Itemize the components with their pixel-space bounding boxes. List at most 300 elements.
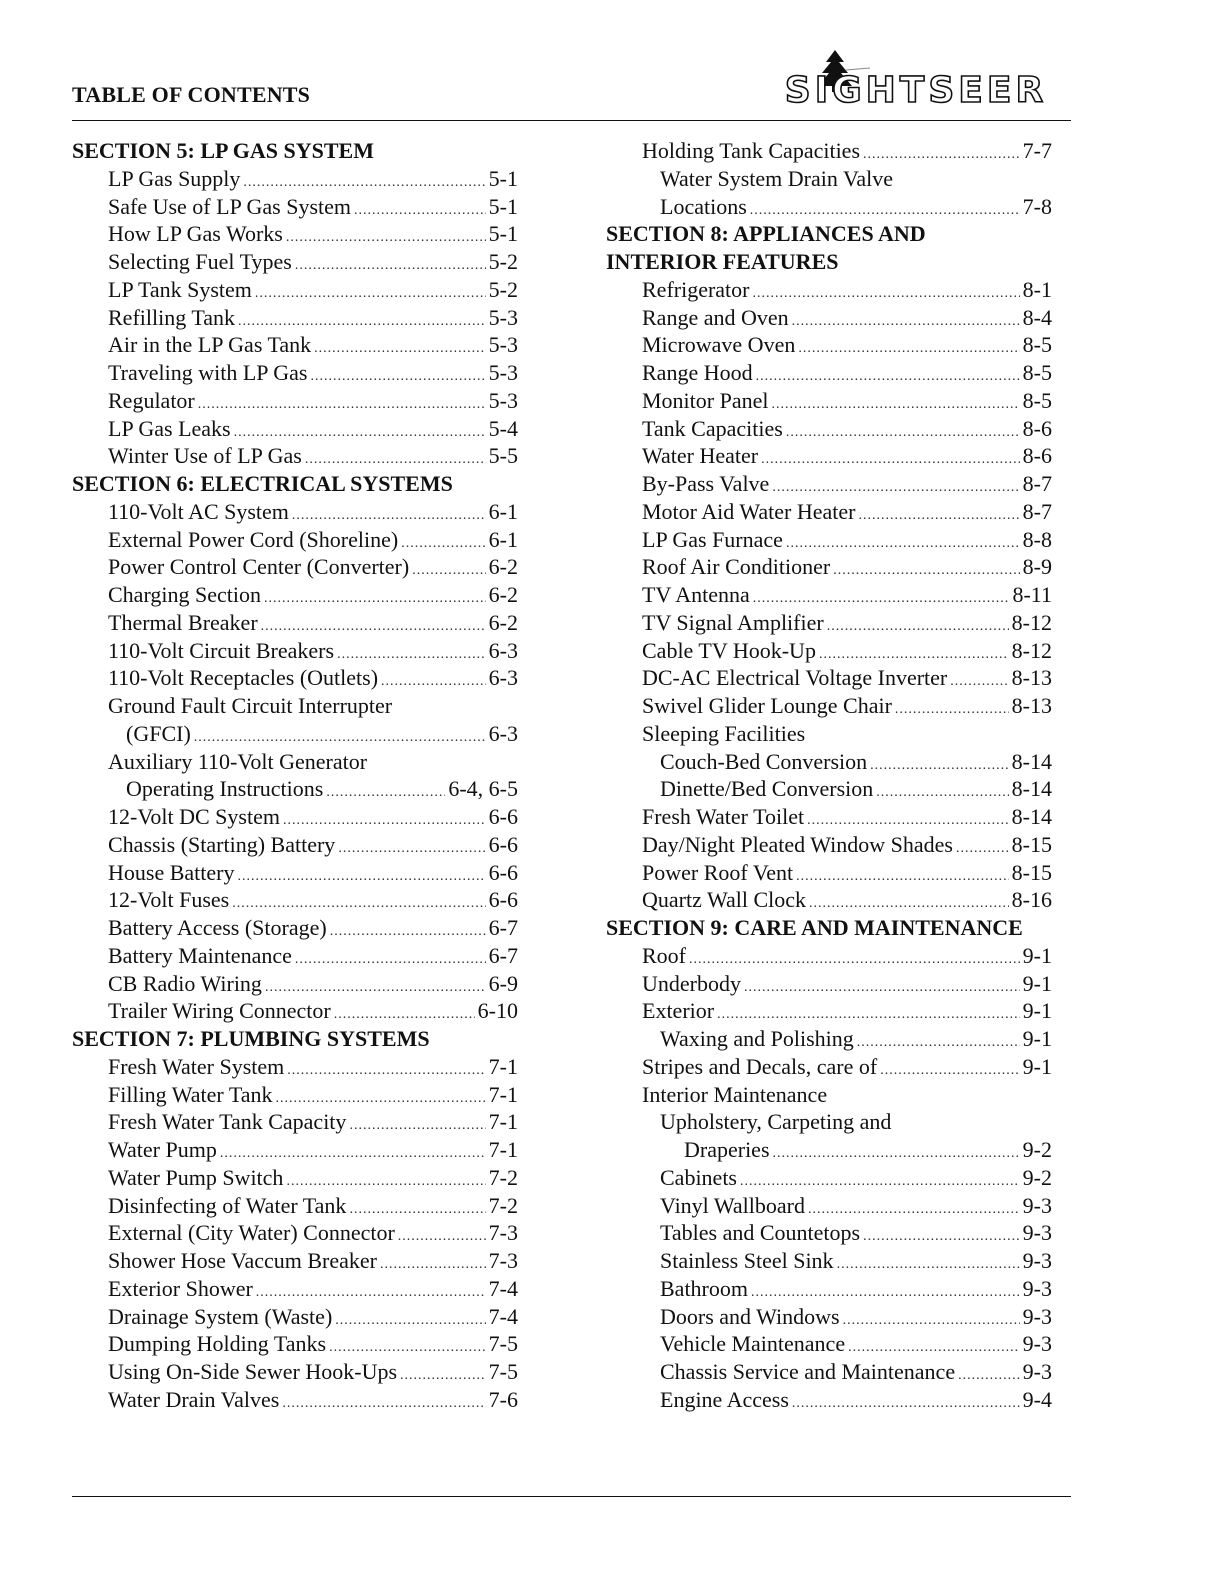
- dot-leader: [400, 1362, 486, 1390]
- toc-entry[interactable]: [606, 886, 1052, 914]
- entry-title: Using On-Side Sewer Hook-Ups: [108, 1359, 398, 1384]
- toc-entry[interactable]: [606, 1303, 1052, 1331]
- toc-entry[interactable]: [606, 276, 1052, 304]
- page-number: 6-6: [488, 804, 518, 829]
- entry-title: Quartz Wall Clock: [642, 887, 807, 913]
- toc-entry[interactable]: [606, 1275, 1052, 1303]
- page-number: 8-9: [1022, 554, 1052, 580]
- entry-title: Water Pump Switch: [108, 1164, 284, 1190]
- entry-title: Bathroom: [660, 1275, 748, 1301]
- page-number: 6-2: [488, 554, 518, 580]
- page-number: 5-1: [488, 221, 518, 247]
- toc-entry[interactable]: [606, 664, 1052, 692]
- entry-title: 12-Volt DC System: [108, 804, 280, 829]
- entry-title: Swivel Glider Lounge Chair: [642, 693, 892, 718]
- toc-entry[interactable]: [72, 331, 518, 359]
- header-divider: [72, 120, 1071, 121]
- entry-title: External (City Water) Connector: [108, 1220, 395, 1246]
- toc-entry[interactable]: [72, 526, 518, 554]
- page-number: 7-4: [488, 1275, 518, 1301]
- toc-entry[interactable]: [72, 748, 518, 776]
- toc-entry[interactable]: [606, 1247, 1052, 1275]
- page-number: 6-7: [488, 915, 518, 940]
- page-number: 8-5: [1022, 360, 1052, 385]
- toc-entry[interactable]: [606, 637, 1052, 665]
- entry-title: Roof Air Conditioner: [642, 554, 831, 580]
- toc-entry[interactable]: [606, 609, 1052, 637]
- entry-title: Engine Access: [660, 1386, 789, 1412]
- toc-entry[interactable]: [606, 498, 1052, 526]
- section-heading: [72, 470, 518, 498]
- dot-leader: [863, 1223, 1020, 1251]
- page-number: 8-15: [1011, 831, 1052, 857]
- page-number: 6-3: [488, 637, 518, 663]
- toc-entry[interactable]: [72, 248, 518, 276]
- page-number: 9-1: [1022, 998, 1052, 1024]
- dot-leader: [843, 1307, 1020, 1335]
- toc-entry[interactable]: [606, 165, 1052, 193]
- entry-title: Air in the LP Gas Tank: [108, 332, 312, 358]
- toc-entry[interactable]: [72, 387, 518, 415]
- page-number: 8-6: [1022, 443, 1052, 469]
- entry-title: Ground Fault Circuit Interrupter: [108, 693, 393, 718]
- section-title: SECTION 8: APPLIANCES AND: [606, 221, 926, 247]
- entry-title: Locations: [660, 193, 747, 219]
- toc-entry[interactable]: [72, 1303, 518, 1331]
- entry-title: Sleeping Facilities: [642, 720, 806, 746]
- entry-title: House Battery: [108, 859, 235, 885]
- entry-title: By-Pass Valve: [642, 471, 770, 496]
- toc-entry[interactable]: [606, 970, 1052, 998]
- entry-title: Traveling with LP Gas: [108, 360, 308, 385]
- page-number: 7-2: [488, 1164, 518, 1190]
- dot-leader: [401, 530, 485, 558]
- dot-leader: [310, 363, 485, 391]
- toc-entry[interactable]: [72, 1053, 518, 1081]
- section-title: SECTION 7: PLUMBING SYSTEMS: [72, 1026, 430, 1051]
- entry-title: Stripes and Decals, care of: [642, 1053, 878, 1079]
- entry-title: Auxiliary 110-Volt Generator: [108, 748, 368, 774]
- dot-leader: [354, 197, 486, 225]
- section-title: SECTION 6: ELECTRICAL SYSTEMS: [72, 471, 453, 496]
- dot-leader: [198, 391, 486, 419]
- page-number: 8-8: [1022, 526, 1052, 552]
- entry-title: 110-Volt Receptacles (Outlets): [108, 665, 379, 691]
- entry-title: (GFCI): [126, 720, 191, 746]
- entry-title: Upholstery, Carpeting and: [660, 1109, 892, 1135]
- toc-entry[interactable]: [606, 1386, 1052, 1414]
- page-number: 8-6: [1022, 415, 1052, 441]
- toc-entry[interactable]: [606, 775, 1052, 803]
- dot-leader: [753, 280, 1020, 308]
- section-heading: [606, 914, 1052, 942]
- dot-leader: [857, 1029, 1020, 1057]
- toc-entry[interactable]: [72, 831, 518, 859]
- page-number: 7-4: [488, 1303, 518, 1329]
- page-number: 7-2: [488, 1192, 518, 1218]
- toc-entry[interactable]: [72, 276, 518, 304]
- entry-title: Cabinets: [660, 1164, 737, 1190]
- toc-entry[interactable]: [606, 387, 1052, 415]
- toc-entry[interactable]: [72, 1081, 518, 1109]
- toc-entry[interactable]: [72, 1136, 518, 1164]
- page-number: 9-1: [1022, 942, 1052, 968]
- dot-leader: [876, 779, 1008, 807]
- page-number: 5-4: [488, 415, 518, 441]
- toc-entry[interactable]: [72, 415, 518, 443]
- entry-title: Range Hood: [642, 360, 753, 385]
- toc-entry[interactable]: [72, 692, 518, 720]
- dot-leader: [744, 974, 1020, 1002]
- page-number: 9-1: [1022, 1053, 1052, 1079]
- page-number: 9-3: [1022, 1331, 1052, 1357]
- toc-entry[interactable]: [72, 1358, 518, 1386]
- entry-title: Monitor Panel: [642, 387, 769, 413]
- entry-title: LP Tank System: [108, 276, 252, 302]
- page-number: 8-11: [1012, 582, 1052, 607]
- page-number: 8-4: [1022, 304, 1052, 330]
- toc-entry[interactable]: [72, 1247, 518, 1275]
- toc-entry[interactable]: [606, 442, 1052, 470]
- toc-entry[interactable]: [72, 442, 518, 470]
- entry-title: Microwave Oven: [642, 332, 796, 358]
- entry-title: Holding Tank Capacities: [642, 138, 861, 163]
- dot-leader: [412, 557, 485, 585]
- page-number: 5-1: [488, 193, 518, 219]
- page-number: 9-3: [1022, 1275, 1052, 1301]
- dot-leader: [756, 363, 1020, 391]
- entry-title: How LP Gas Works: [108, 221, 283, 247]
- entry-title: Power Roof Vent: [642, 859, 794, 885]
- toc-entry[interactable]: [606, 1053, 1052, 1081]
- page-number: 7-3: [488, 1220, 518, 1246]
- entry-title: Roof: [642, 942, 686, 968]
- entry-title: Charging Section: [108, 582, 261, 607]
- toc-entry[interactable]: [72, 664, 518, 692]
- page-number: 8-13: [1011, 665, 1052, 691]
- page-number: 8-7: [1022, 471, 1052, 496]
- entry-title: Refrigerator: [642, 276, 750, 302]
- dot-leader: [880, 1057, 1019, 1085]
- page-number: 6-6: [488, 831, 518, 857]
- toc-entry[interactable]: [72, 165, 518, 193]
- toc-entry[interactable]: [72, 498, 518, 526]
- toc-entry[interactable]: [72, 914, 518, 942]
- page-number: 6-2: [488, 582, 518, 607]
- toc-entry[interactable]: [606, 720, 1052, 748]
- toc-entry[interactable]: [606, 1330, 1052, 1358]
- entry-title: Motor Aid Water Heater: [642, 498, 856, 524]
- entry-title: Shower Hose Vaccum Breaker: [108, 1248, 378, 1273]
- toc-entry[interactable]: [606, 526, 1052, 554]
- page-number: 9-3: [1022, 1303, 1052, 1329]
- toc-entry[interactable]: [606, 1108, 1052, 1136]
- dot-leader: [338, 835, 485, 863]
- toc-entry[interactable]: [72, 1275, 518, 1303]
- dot-leader: [380, 1251, 486, 1279]
- toc-entry[interactable]: [72, 859, 518, 887]
- entry-title: Dumping Holding Tanks: [108, 1331, 327, 1357]
- toc-entry[interactable]: [606, 831, 1052, 859]
- dot-leader: [792, 308, 1020, 336]
- page-number: 9-3: [1022, 1248, 1052, 1273]
- page-number: 5-2: [488, 276, 518, 302]
- page-number: 8-14: [1011, 776, 1052, 802]
- page-number: 7-1: [488, 1137, 518, 1162]
- dot-leader: [796, 863, 1009, 891]
- toc-entry[interactable]: [606, 1358, 1052, 1386]
- footer-divider: [72, 1496, 1071, 1497]
- entry-title: CB Radio Wiring: [108, 970, 262, 996]
- entry-title: Safe Use of LP Gas System: [108, 193, 351, 219]
- dot-leader: [773, 1140, 1020, 1168]
- dot-leader: [858, 502, 1019, 530]
- page-number: 9-2: [1022, 1164, 1052, 1190]
- dot-leader: [761, 446, 1020, 474]
- toc-entry[interactable]: [72, 609, 518, 637]
- page-number: 9-3: [1022, 1220, 1052, 1246]
- entry-title: 110-Volt AC System: [108, 498, 289, 524]
- dot-leader: [827, 613, 1009, 641]
- dot-leader: [295, 946, 486, 974]
- toc-entry[interactable]: [606, 581, 1052, 609]
- entry-title: Chassis (Starting) Battery: [108, 831, 336, 857]
- dot-leader: [286, 224, 486, 252]
- page-number: 5-2: [488, 249, 518, 274]
- section-heading: [72, 1025, 518, 1053]
- page-number: 6-6: [488, 887, 518, 913]
- toc-entry[interactable]: [606, 1164, 1052, 1192]
- toc-entry[interactable]: [606, 942, 1052, 970]
- dot-leader: [772, 391, 1020, 419]
- page-number: 5-3: [488, 332, 518, 358]
- toc-entry[interactable]: [72, 1330, 518, 1358]
- entry-title: External Power Cord (Shoreline): [108, 526, 399, 552]
- toc-entry[interactable]: [606, 193, 1052, 221]
- toc-entry[interactable]: [606, 1136, 1052, 1164]
- toc-entry[interactable]: [72, 775, 518, 803]
- dot-leader: [282, 1390, 485, 1418]
- entry-title: Refilling Tank: [108, 304, 235, 330]
- dot-leader: [786, 419, 1020, 447]
- toc-entry[interactable]: [606, 997, 1052, 1025]
- entry-title: Interior Maintenance: [642, 1081, 828, 1107]
- dot-leader: [833, 557, 1019, 585]
- logo-wordmark: SIGHTSEER: [784, 70, 1048, 111]
- section-title: SECTION 5: LP GAS SYSTEM: [72, 138, 374, 163]
- entry-title: LP Gas Furnace: [642, 526, 783, 552]
- toc-entry[interactable]: [606, 331, 1052, 359]
- toc-entry[interactable]: [72, 970, 518, 998]
- toc-entry[interactable]: [606, 1219, 1052, 1247]
- dot-leader: [381, 668, 486, 696]
- entry-title: Trailer Wiring Connector: [108, 998, 331, 1024]
- toc-entry[interactable]: [72, 220, 518, 248]
- entry-title: Exterior: [642, 998, 715, 1024]
- dot-leader: [330, 918, 486, 946]
- toc-entry[interactable]: [72, 1219, 518, 1247]
- page-number: 7-5: [488, 1331, 518, 1357]
- entry-title: Fresh Water Tank Capacity: [108, 1109, 347, 1135]
- page-number: 8-16: [1011, 887, 1052, 913]
- toc-entry[interactable]: [72, 581, 518, 609]
- entry-title: Couch-Bed Conversion: [660, 748, 868, 774]
- page-number: 9-3: [1022, 1359, 1052, 1384]
- toc-entry[interactable]: [72, 1386, 518, 1414]
- page-title: TABLE OF CONTENTS: [72, 82, 311, 107]
- entry-title: Tables and Countetops: [660, 1220, 861, 1246]
- entry-title: Fresh Water Toilet: [642, 804, 805, 829]
- page-number: 6-7: [488, 942, 518, 968]
- entry-title: Fresh Water System: [108, 1053, 285, 1079]
- toc-entry[interactable]: [72, 1164, 518, 1192]
- page-number: 5-3: [488, 360, 518, 385]
- dot-leader: [956, 835, 1009, 863]
- page-number: 9-1: [1022, 970, 1052, 996]
- entry-title: Cable TV Hook-Up: [642, 637, 816, 663]
- toc-entry[interactable]: [606, 137, 1052, 165]
- entry-title: Dinette/Bed Conversion: [660, 776, 874, 802]
- entry-title: Chassis Service and Maintenance: [660, 1359, 956, 1384]
- page-number: 5-3: [488, 387, 518, 413]
- entry-title: Day/Night Pleated Window Shades: [642, 831, 953, 857]
- entry-title: Draperies: [684, 1137, 770, 1162]
- page-number: 8-7: [1022, 498, 1052, 524]
- toc-entry[interactable]: [606, 803, 1052, 831]
- entry-title: Tank Capacities: [642, 415, 783, 441]
- entry-title: Doors and Windows: [660, 1303, 840, 1329]
- dot-leader: [264, 585, 486, 613]
- toc-entry[interactable]: [606, 359, 1052, 387]
- dot-leader: [837, 1251, 1020, 1279]
- toc-entry[interactable]: [606, 1081, 1052, 1109]
- page-number: 7-8: [1022, 193, 1052, 219]
- page-number: 6-2: [488, 609, 518, 635]
- dot-leader: [958, 1362, 1020, 1390]
- toc-entry[interactable]: [606, 748, 1052, 776]
- dot-leader: [895, 696, 1009, 724]
- page-number: 6-1: [488, 526, 518, 552]
- dot-leader: [349, 1112, 485, 1140]
- dot-leader: [314, 335, 486, 363]
- dot-leader: [255, 280, 486, 308]
- entry-title: Operating Instructions: [126, 776, 324, 802]
- toc-entry[interactable]: [606, 470, 1052, 498]
- toc-entry[interactable]: [72, 1108, 518, 1136]
- dot-leader: [398, 1223, 486, 1251]
- entry-title: Selecting Fuel Types: [108, 249, 292, 274]
- toc-entry[interactable]: [72, 304, 518, 332]
- entry-title: Water Pump: [108, 1137, 217, 1162]
- page-number: 5-1: [488, 165, 518, 191]
- dot-leader: [287, 1057, 485, 1085]
- toc-entry[interactable]: [606, 304, 1052, 332]
- entry-title: LP Gas Leaks: [108, 415, 231, 441]
- page-number: 9-3: [1022, 1192, 1052, 1218]
- dot-leader: [326, 779, 445, 807]
- dot-leader: [798, 335, 1019, 363]
- page-number: 7-1: [488, 1081, 518, 1107]
- page-number: 6-3: [488, 720, 518, 746]
- entry-title: Thermal Breaker: [108, 609, 258, 635]
- dot-leader: [950, 668, 1008, 696]
- section-heading: [72, 137, 518, 165]
- toc-entry[interactable]: [72, 637, 518, 665]
- brand-logo: [760, 50, 1072, 110]
- dot-leader: [870, 752, 1009, 780]
- section-title: INTERIOR FEATURES: [606, 249, 839, 274]
- entry-title: Battery Maintenance: [108, 942, 292, 968]
- entry-title: TV Signal Amplifier: [642, 609, 824, 635]
- toc-entry[interactable]: [72, 553, 518, 581]
- page-number: 6-1: [488, 498, 518, 524]
- entry-title: Water System Drain Valve: [660, 165, 894, 191]
- page-number: 9-4: [1022, 1386, 1052, 1412]
- toc-entry[interactable]: [606, 553, 1052, 581]
- page-number: 7-3: [488, 1248, 518, 1273]
- page-number: 7-1: [488, 1109, 518, 1135]
- entry-title: Vinyl Wallboard: [660, 1192, 805, 1218]
- toc-entry[interactable]: [72, 720, 518, 748]
- toc-column-left: [72, 137, 518, 1414]
- toc-column-right: [606, 137, 1052, 1414]
- entry-title: Drainage System (Waste): [108, 1303, 333, 1329]
- toc-entry[interactable]: [72, 359, 518, 387]
- entry-title: Disinfecting of Water Tank: [108, 1192, 347, 1218]
- page-number: 5-5: [488, 443, 518, 469]
- toc-entry[interactable]: [606, 692, 1052, 720]
- section-heading: [606, 220, 1052, 248]
- dot-leader: [335, 1307, 485, 1335]
- toc-entry[interactable]: [72, 1192, 518, 1220]
- page-number: 8-1: [1022, 276, 1052, 302]
- toc-entry[interactable]: [606, 415, 1052, 443]
- dot-leader: [237, 863, 485, 891]
- page-number: 6-6: [488, 859, 518, 885]
- toc-entry[interactable]: [606, 1025, 1052, 1053]
- toc-entry[interactable]: [72, 803, 518, 831]
- entry-title: DC-AC Electrical Voltage Inverter: [642, 665, 948, 691]
- entry-title: Water Heater: [642, 443, 759, 469]
- entry-title: 110-Volt Circuit Breakers: [108, 637, 335, 663]
- page-number: 7-6: [488, 1386, 518, 1412]
- entry-title: Exterior Shower: [108, 1275, 253, 1301]
- page-number: 8-5: [1022, 387, 1052, 413]
- entry-title: Vehicle Maintenance: [660, 1331, 846, 1357]
- page-number: 7-5: [488, 1359, 518, 1384]
- entry-title: TV Antenna: [642, 582, 750, 607]
- toc-entry[interactable]: [606, 859, 1052, 887]
- page-number: 6-9: [488, 970, 518, 996]
- page-number: 8-15: [1011, 859, 1052, 885]
- page-number: 9-2: [1022, 1137, 1052, 1162]
- page-number: 6-4, 6-5: [448, 776, 518, 802]
- entry-title: Winter Use of LP Gas: [108, 443, 302, 469]
- entry-title: LP Gas Supply: [108, 165, 241, 191]
- toc-entry[interactable]: [72, 942, 518, 970]
- toc-entry[interactable]: [606, 1192, 1052, 1220]
- page-number: 6-10: [477, 998, 518, 1024]
- toc-entry[interactable]: [72, 193, 518, 221]
- entry-title: Filling Water Tank: [108, 1081, 273, 1107]
- page-number: 7-1: [488, 1053, 518, 1079]
- toc-entry[interactable]: [72, 886, 518, 914]
- entry-title: Water Drain Valves: [108, 1386, 280, 1412]
- dot-leader: [295, 252, 486, 280]
- toc-entry[interactable]: [72, 997, 518, 1025]
- entry-title: Waxing and Polishing: [660, 1026, 854, 1051]
- page-number: 8-14: [1011, 804, 1052, 829]
